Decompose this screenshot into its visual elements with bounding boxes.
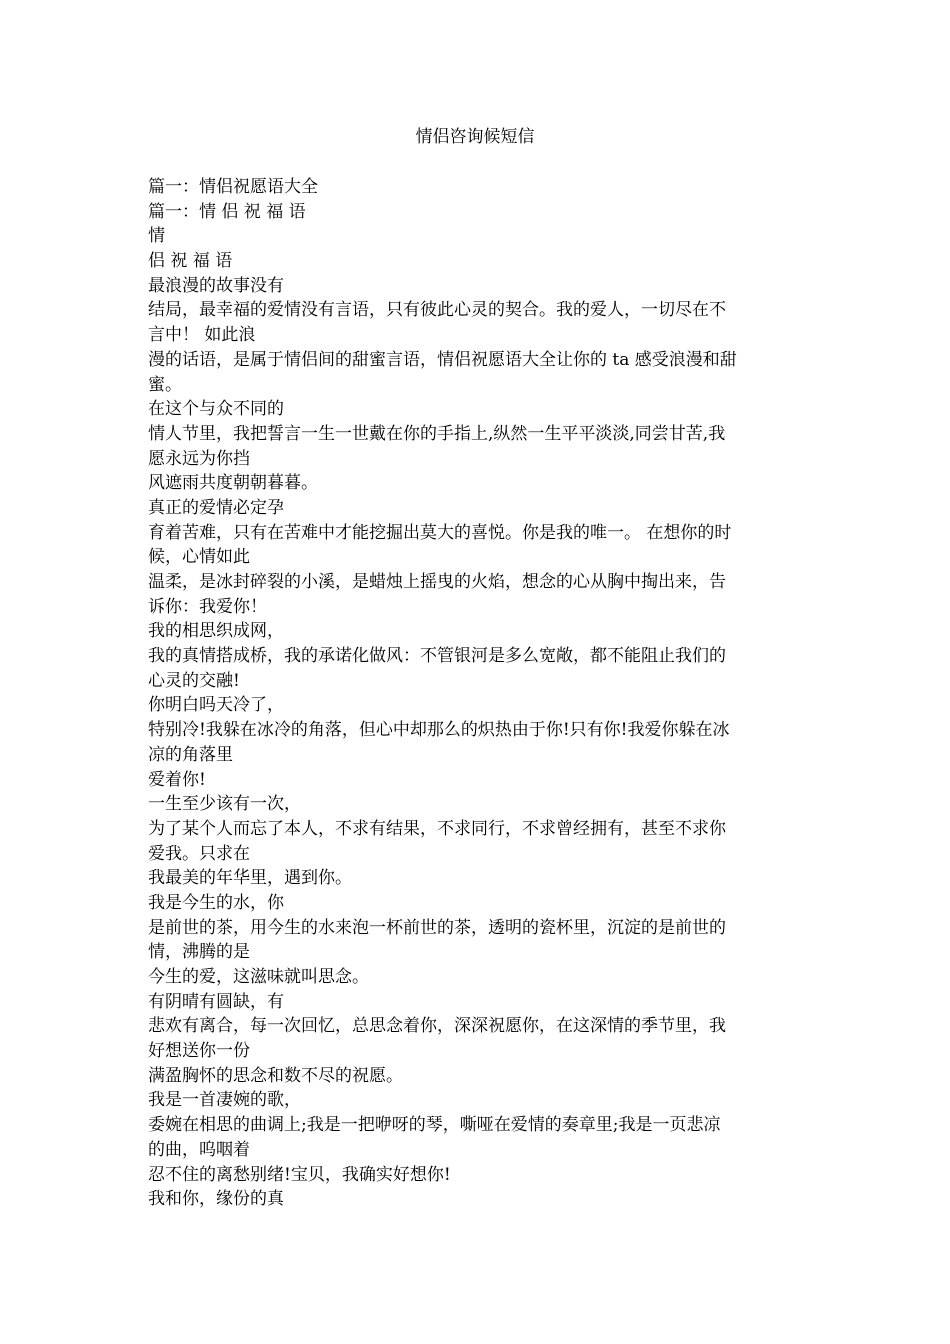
- document-body: [148, 175, 808, 1212]
- text-line: 的曲，呜咽着: [148, 1139, 250, 1160]
- text-line: 我是今生的水，你: [148, 892, 284, 913]
- document-title: 情侣咨询候短信: [415, 127, 535, 147]
- text-line: 我最美的年华里，遇到你。: [148, 868, 352, 889]
- text-line: 爱着你!: [148, 769, 206, 790]
- text-line: 心灵的交融!: [148, 670, 240, 691]
- text-line: 特别冷!我躲在冰冷的角落，但心中却那么的炽热由于你!只有你!我爱你躲在冰: [148, 720, 730, 741]
- text-line: 言中！ 如此浪: [148, 325, 256, 346]
- text-line: 篇一：情侣祝愿语大全: [148, 177, 318, 197]
- text-line: 愿永远为你挡: [148, 448, 250, 469]
- text-line: 满盈胸怀的思念和数不尽的祝愿。: [148, 1065, 403, 1086]
- text-line: 我的真情搭成桥，我的承诺化做风：不管银河是多么宽敞，都不能阻止我们的: [148, 646, 726, 667]
- text-line: 篇一：情 侣 祝 福 语: [148, 201, 306, 222]
- text-line: 好想送你一份: [148, 1041, 250, 1062]
- text-line: 在这个与众不同的: [148, 399, 284, 420]
- text-line: 育着苦难，只有在苦难中才能挖掘出莫大的喜悦。你是我的唯一。 在想你的时: [148, 522, 732, 543]
- text-line: 悲欢有离合，每一次回忆，总思念着你，深深祝愿你，在这深情的季节里，我: [148, 1016, 726, 1037]
- text-line: 情: [148, 226, 165, 247]
- text-line: 温柔，是冰封碎裂的小溪，是蜡烛上摇曳的火焰，想念的心从胸中掏出来，告: [148, 572, 726, 592]
- text-line: 蜜。: [148, 374, 182, 395]
- text-line: 是前世的茶，用今生的水来泡一杯前世的茶，透明的瓷杯里，沉淀的是前世的: [148, 917, 726, 938]
- text-line: 我是一首凄婉的歌，: [148, 1090, 301, 1111]
- text-line: 忍不住的离愁别绪!宝贝，我确实好想你!: [148, 1164, 451, 1185]
- text-line: 爱我。只求在: [148, 843, 250, 864]
- text-line: 真正的爱情必定孕: [148, 497, 284, 518]
- text-line: 诉你：我爱你！: [148, 596, 267, 617]
- text-line: 结局，最幸福的爱情没有言语，只有彼此心灵的契合。我的爱人，一切尽在不: [148, 300, 726, 321]
- text-line: 我的相思织成网，: [148, 621, 284, 642]
- text-line: 情人节里，我把誓言一生一世戴在你的手指上,纵然一生平平淡淡,同尝甘苦,我: [148, 423, 726, 444]
- text-line: 为了某个人而忘了本人，不求有结果，不求同行，不求曾经拥有，甚至不求你: [148, 818, 726, 839]
- text-line: 今生的爱，这滋味就叫思念。: [148, 967, 369, 987]
- text-line: 凉的角落里: [148, 744, 233, 765]
- text-line: 有阴晴有圆缺，有: [148, 991, 284, 1012]
- text-line: 候，心情如此: [148, 547, 250, 568]
- text-line: 你明白吗天冷了，: [148, 695, 284, 716]
- text-line: 漫的话语，是属于情侣间的甜蜜言语，情侣祝愿语大全让你的 ta 感受浪漫和甜: [148, 349, 737, 370]
- text-line: 一生至少该有一次，: [148, 794, 301, 815]
- text-line: 我和你，缘份的真: [148, 1189, 284, 1210]
- text-line: 侣 祝 福 语: [148, 251, 233, 272]
- text-line: 情，沸腾的是: [148, 942, 250, 963]
- text-line: 风遮雨共度朝朝暮暮。: [148, 473, 318, 494]
- text-line: 最浪漫的故事没有: [148, 275, 284, 296]
- text-line: 委婉在相思的曲调上;我是一把咿呀的琴，嘶哑在爱情的奏章里;我是一页悲凉: [148, 1115, 721, 1136]
